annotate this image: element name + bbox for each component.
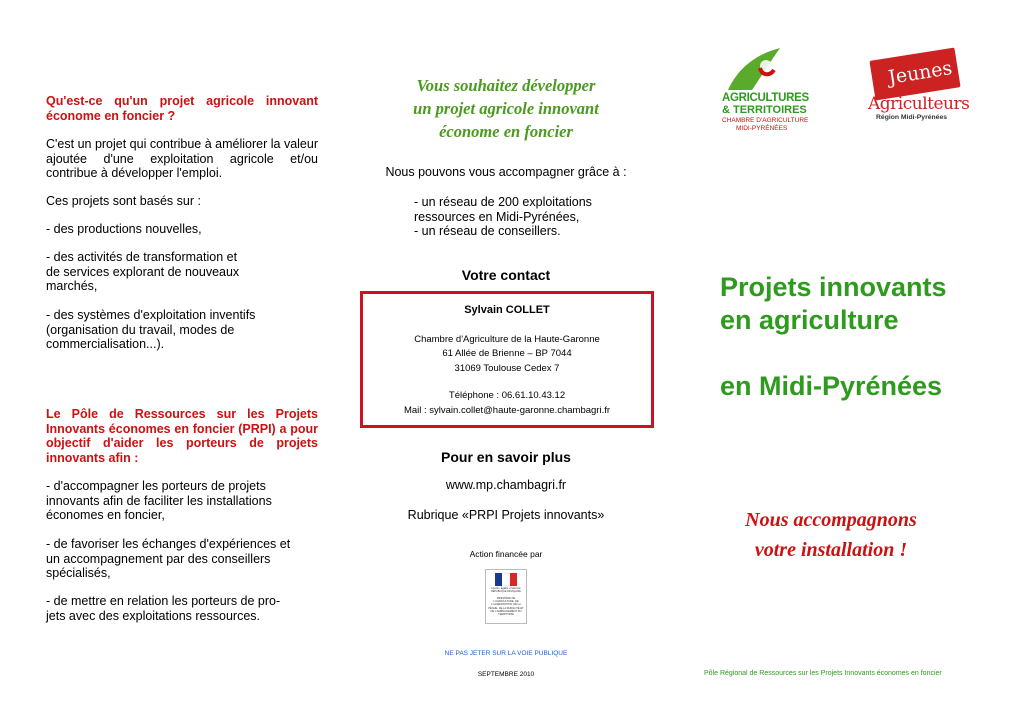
more-info-heading: Pour en savoir plus bbox=[441, 449, 571, 465]
contact-street: 61 Allée de Brienne – BP 7044 bbox=[442, 348, 572, 359]
logo-agricultures: AGRICULTURES bbox=[722, 92, 809, 104]
question-heading: Qu'est-ce qu'un projet agricole innovant économe en foncier ? bbox=[46, 94, 318, 123]
network-list: - un réseau de 200 exploitations ressources en Midi-Pyrénées, - un réseau de conseillers. bbox=[414, 195, 592, 238]
contact-name: Sylvain COLLET bbox=[464, 304, 550, 316]
title-midi-pyrenees: en Midi-Pyrénées bbox=[720, 371, 943, 401]
bullet-relation: - de mettre en relation les porteurs de pro- jets avec des exploitations ressources. bbox=[46, 594, 281, 623]
contact-heading: Votre contact bbox=[461, 267, 551, 283]
prpi-heading: Le Pôle de Ressources sur les Projets Innovants économes en foncier (PRPI) a pour objectif d'aider les porteurs de projets innovants afin : bbox=[46, 407, 318, 465]
footer-pole: Pôle Régional de Ressources sur les Projets Innovants économes en foncier bbox=[704, 670, 942, 677]
contact-org: Chambre d'Agriculture de la Haute-Garonne bbox=[414, 334, 600, 345]
contact-phone: Téléphone : 06.61.10.43.12 bbox=[448, 390, 566, 401]
logo-territoires: & TERRITOIRES bbox=[722, 104, 807, 116]
title-en-agriculture: en agriculture bbox=[720, 305, 899, 335]
website-link[interactable]: www.mp.chambagri.fr bbox=[445, 478, 567, 492]
leaf-logo-icon bbox=[726, 46, 786, 94]
middle-headline: Vous souhaitez développer un projet agricole innovant économe en foncier bbox=[413, 76, 599, 141]
accompany-text: Nous pouvons vous accompagner grâce à : bbox=[385, 165, 627, 179]
logo-jeunes: Jeunes bbox=[886, 57, 954, 89]
bullet-exchange: - de favoriser les échanges d'expériences et un accompagnement par des conseillers spécialisés, bbox=[46, 537, 291, 580]
title-projets-innovants: Projets innovants bbox=[720, 272, 947, 302]
chambre-agriculture-logo bbox=[722, 46, 812, 138]
bullet-productions: - des productions nouvelles, bbox=[46, 222, 202, 236]
ministry-logo bbox=[485, 569, 527, 624]
rubrique-text: Rubrique «PRPI Projets innovants» bbox=[407, 508, 605, 522]
contact-email[interactable]: Mail : sylvain.collet@haute-garonne.chambagri.fr bbox=[403, 405, 611, 416]
no-litter-notice: NE PAS JETER SUR LA VOIE PUBLIQUE bbox=[444, 650, 568, 657]
slogan: Nous accompagnons votre installation ! bbox=[745, 509, 917, 561]
republic-motto: Liberté • Égalité • Fraternité RÉPUBLIQUE FRANÇAISE bbox=[491, 587, 521, 593]
contact-city: 31069 Toulouse Cedex 7 bbox=[454, 363, 560, 374]
ministry-name: MINISTÈRE DE L'AGRICULTURE, DE L'ALIMENTATION, DE LA PÊCHE, DE LA RURALITÉ ET DE L'AMÉNAGEMENT DU TERRITOIRE bbox=[488, 597, 524, 617]
logo-region-mp: Région Midi-Pyrénées bbox=[876, 114, 948, 121]
publication-date: SEPTEMBRE 2010 bbox=[477, 671, 535, 678]
bullet-systems: - des systèmes d'exploitation inventifs (organisation du travail, modes de commercialisation...). bbox=[46, 308, 256, 351]
bullet-accompany: - d'accompagner les porteurs de projets innovants afin de faciliter les installations économes en foncier, bbox=[46, 479, 272, 522]
logo-agriculteurs: Agriculteurs bbox=[868, 94, 970, 114]
jeunes-agriculteurs-logo bbox=[862, 48, 970, 130]
french-flag-icon bbox=[495, 573, 517, 586]
bases-label: Ces projets sont basés sur : bbox=[46, 194, 201, 208]
logo-region: MIDI-PYRÉNÉES bbox=[736, 125, 788, 132]
intro-paragraph: C'est un projet qui contribue à améliorer la valeur ajoutée d'une exploitation agricole et/ou contribue à développer l'emploi. bbox=[46, 137, 318, 180]
funded-by-label: Action financée par bbox=[469, 549, 543, 559]
bullet-transformation: - des activités de transformation et de services explorant de nouveaux marchés, bbox=[46, 250, 240, 293]
logo-chambre: CHAMBRE D'AGRICULTURE bbox=[722, 117, 809, 124]
